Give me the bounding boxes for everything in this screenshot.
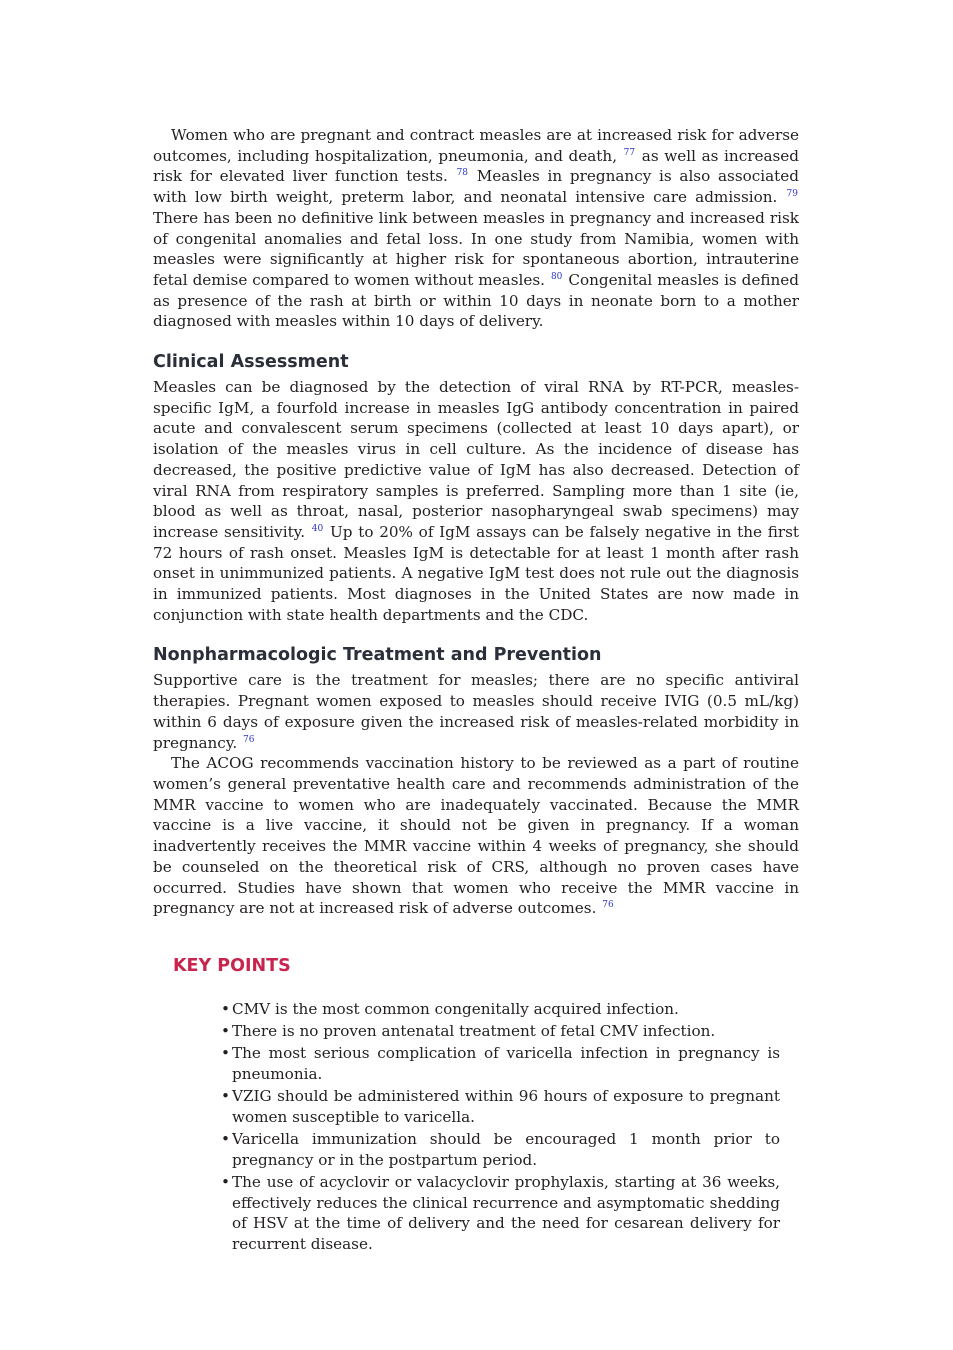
clinical-text-1: Measles can be diagnosed by the detection of viral RNA by RT-PCR, measles-specific IgM, a fourfold increase in measles IgG antibody concentration in paired acute and convalescent serum specimens (collected at least 10 days apart), or isolation of the measles virus in cell culture. As the incidence of disease has decreased, the positive predictive value of IgM has also decreased. Detection of viral RNA from respiratory samples is preferred. Sampling more than 1 site (ie, blood as well as throat, nasal, posterior nasopharyngeal swab specimens) may increase sensitivity.: [153, 378, 799, 541]
reference-link-80[interactable]: 80: [550, 271, 563, 282]
list-item: [221, 1086, 780, 1127]
key-points-list: [173, 999, 780, 1255]
bullet-icon: •: [221, 1173, 230, 1192]
nonpharm-text-1: Supportive care is the treatment for measles; there are no specific antiviral therapies. Pregnant women exposed to measles should receive IVIG (0.5 mL/kg) within 6 days of exposure given the increased risk of measles-related morbidity in pregnancy.: [153, 671, 799, 752]
bullet-icon: •: [221, 1044, 230, 1063]
intro-text-1: Women who are pregnant and contract measles are at increased risk for adverse outcomes, including hospitalization, pneumonia, and death,: [153, 126, 799, 165]
intro-paragraph: [153, 125, 799, 332]
page-content: [153, 125, 799, 1256]
key-point-text: The most serious complication of varicella infection in pregnancy is pneumonia.: [232, 1044, 780, 1084]
bullet-icon: •: [221, 1022, 230, 1041]
key-points-title: KEY POINTS: [173, 955, 291, 976]
reference-link-76[interactable]: 76: [243, 734, 255, 745]
intro-text-4: There has been no definitive link between measles in pregnancy and increased risk of congenital anomalies and fetal loss. In one study from Namibia, women with measles were significantly at higher risk for spontaneous abortion, intrauterine fetal demise compared to women without measles.: [153, 208, 799, 289]
nonpharm-paragraph-2: [153, 753, 799, 919]
key-point-text: The use of acyclovir or valacyclovir prophylaxis, starting at 36 weeks, effectively reduces the clinical recurrence and asymptomatic shedding of HSV at the time of delivery and the need for cesarean delivery for recurrent disease.: [232, 1173, 780, 1254]
bullet-icon: •: [221, 999, 230, 1018]
key-point-text: VZIG should be administered within 96 hours of exposure to pregnant women susceptible to varicella.: [232, 1087, 780, 1126]
reference-link-77[interactable]: 77: [623, 147, 636, 158]
nonpharm-paragraph-1: [153, 670, 799, 753]
key-point-text: CMV is the most common congenitally acquired infection.: [232, 999, 679, 1018]
list-item: [221, 1043, 780, 1084]
key-point-text: Varicella immunization should be encouraged 1 month prior to pregnancy or in the postpartum period.: [232, 1130, 780, 1169]
reference-link-78[interactable]: 78: [456, 168, 469, 179]
key-points-box: [173, 955, 780, 1255]
reference-link-76b[interactable]: 76: [602, 900, 614, 911]
list-item: [221, 1021, 780, 1042]
list-item: [221, 999, 780, 1020]
reference-link-40[interactable]: 40: [311, 523, 324, 534]
key-point-text: There is no proven antenatal treatment of fetal CMV infection.: [232, 1022, 716, 1041]
intro-text-5: Congenital measles is defined as presence of the rash at birth or within 10 days in neonate born to a mother diagnosed with measles within 10 days of delivery.: [153, 270, 800, 331]
intro-text-2: as well as increased risk for elevated liver function tests.: [153, 146, 800, 186]
list-item: [221, 1129, 780, 1170]
nonpharm-text-2: The ACOG recommends vaccination history to be reviewed as a part of routine women’s general preventative health care and recommends administration of the MMR vaccine to women who are inadequately vaccinated. Because the MMR vaccine is a live vaccine, it should not be given in pregnancy. If a woman inadvertently receives the MMR vaccine within 4 weeks of pregnancy, she should be counseled on the theoretical risk of CRS, although no proven cases have occurred. Studies have shown that women who receive the MMR vaccine in pregnancy are not at increased risk of adverse outcomes.: [153, 754, 799, 918]
bullet-icon: •: [221, 1087, 230, 1106]
clinical-text-2: Up to 20% of IgM assays can be falsely negative in the first 72 hours of rash onset. Measles IgM is detectable for at least 1 month after rash onset in unimmunized patients. A negative IgM test does not rule out the diagnosis in immunized patients. Most diagnoses in the United States are now made in conjunction with state health departments and the CDC.: [153, 522, 800, 624]
nonpharmacologic-heading: Nonpharmacologic Treatment and Prevention: [153, 645, 602, 666]
intro-text-3: Measles in pregnancy is also associated with low birth weight, preterm labor, and neonatal intensive care admission.: [153, 167, 799, 207]
clinical-assessment-paragraph: [153, 377, 799, 625]
clinical-assessment-heading: Clinical Assessment: [153, 352, 349, 373]
reference-link-79[interactable]: 79: [786, 189, 798, 200]
list-item: [221, 1172, 780, 1255]
bullet-icon: •: [221, 1130, 230, 1149]
